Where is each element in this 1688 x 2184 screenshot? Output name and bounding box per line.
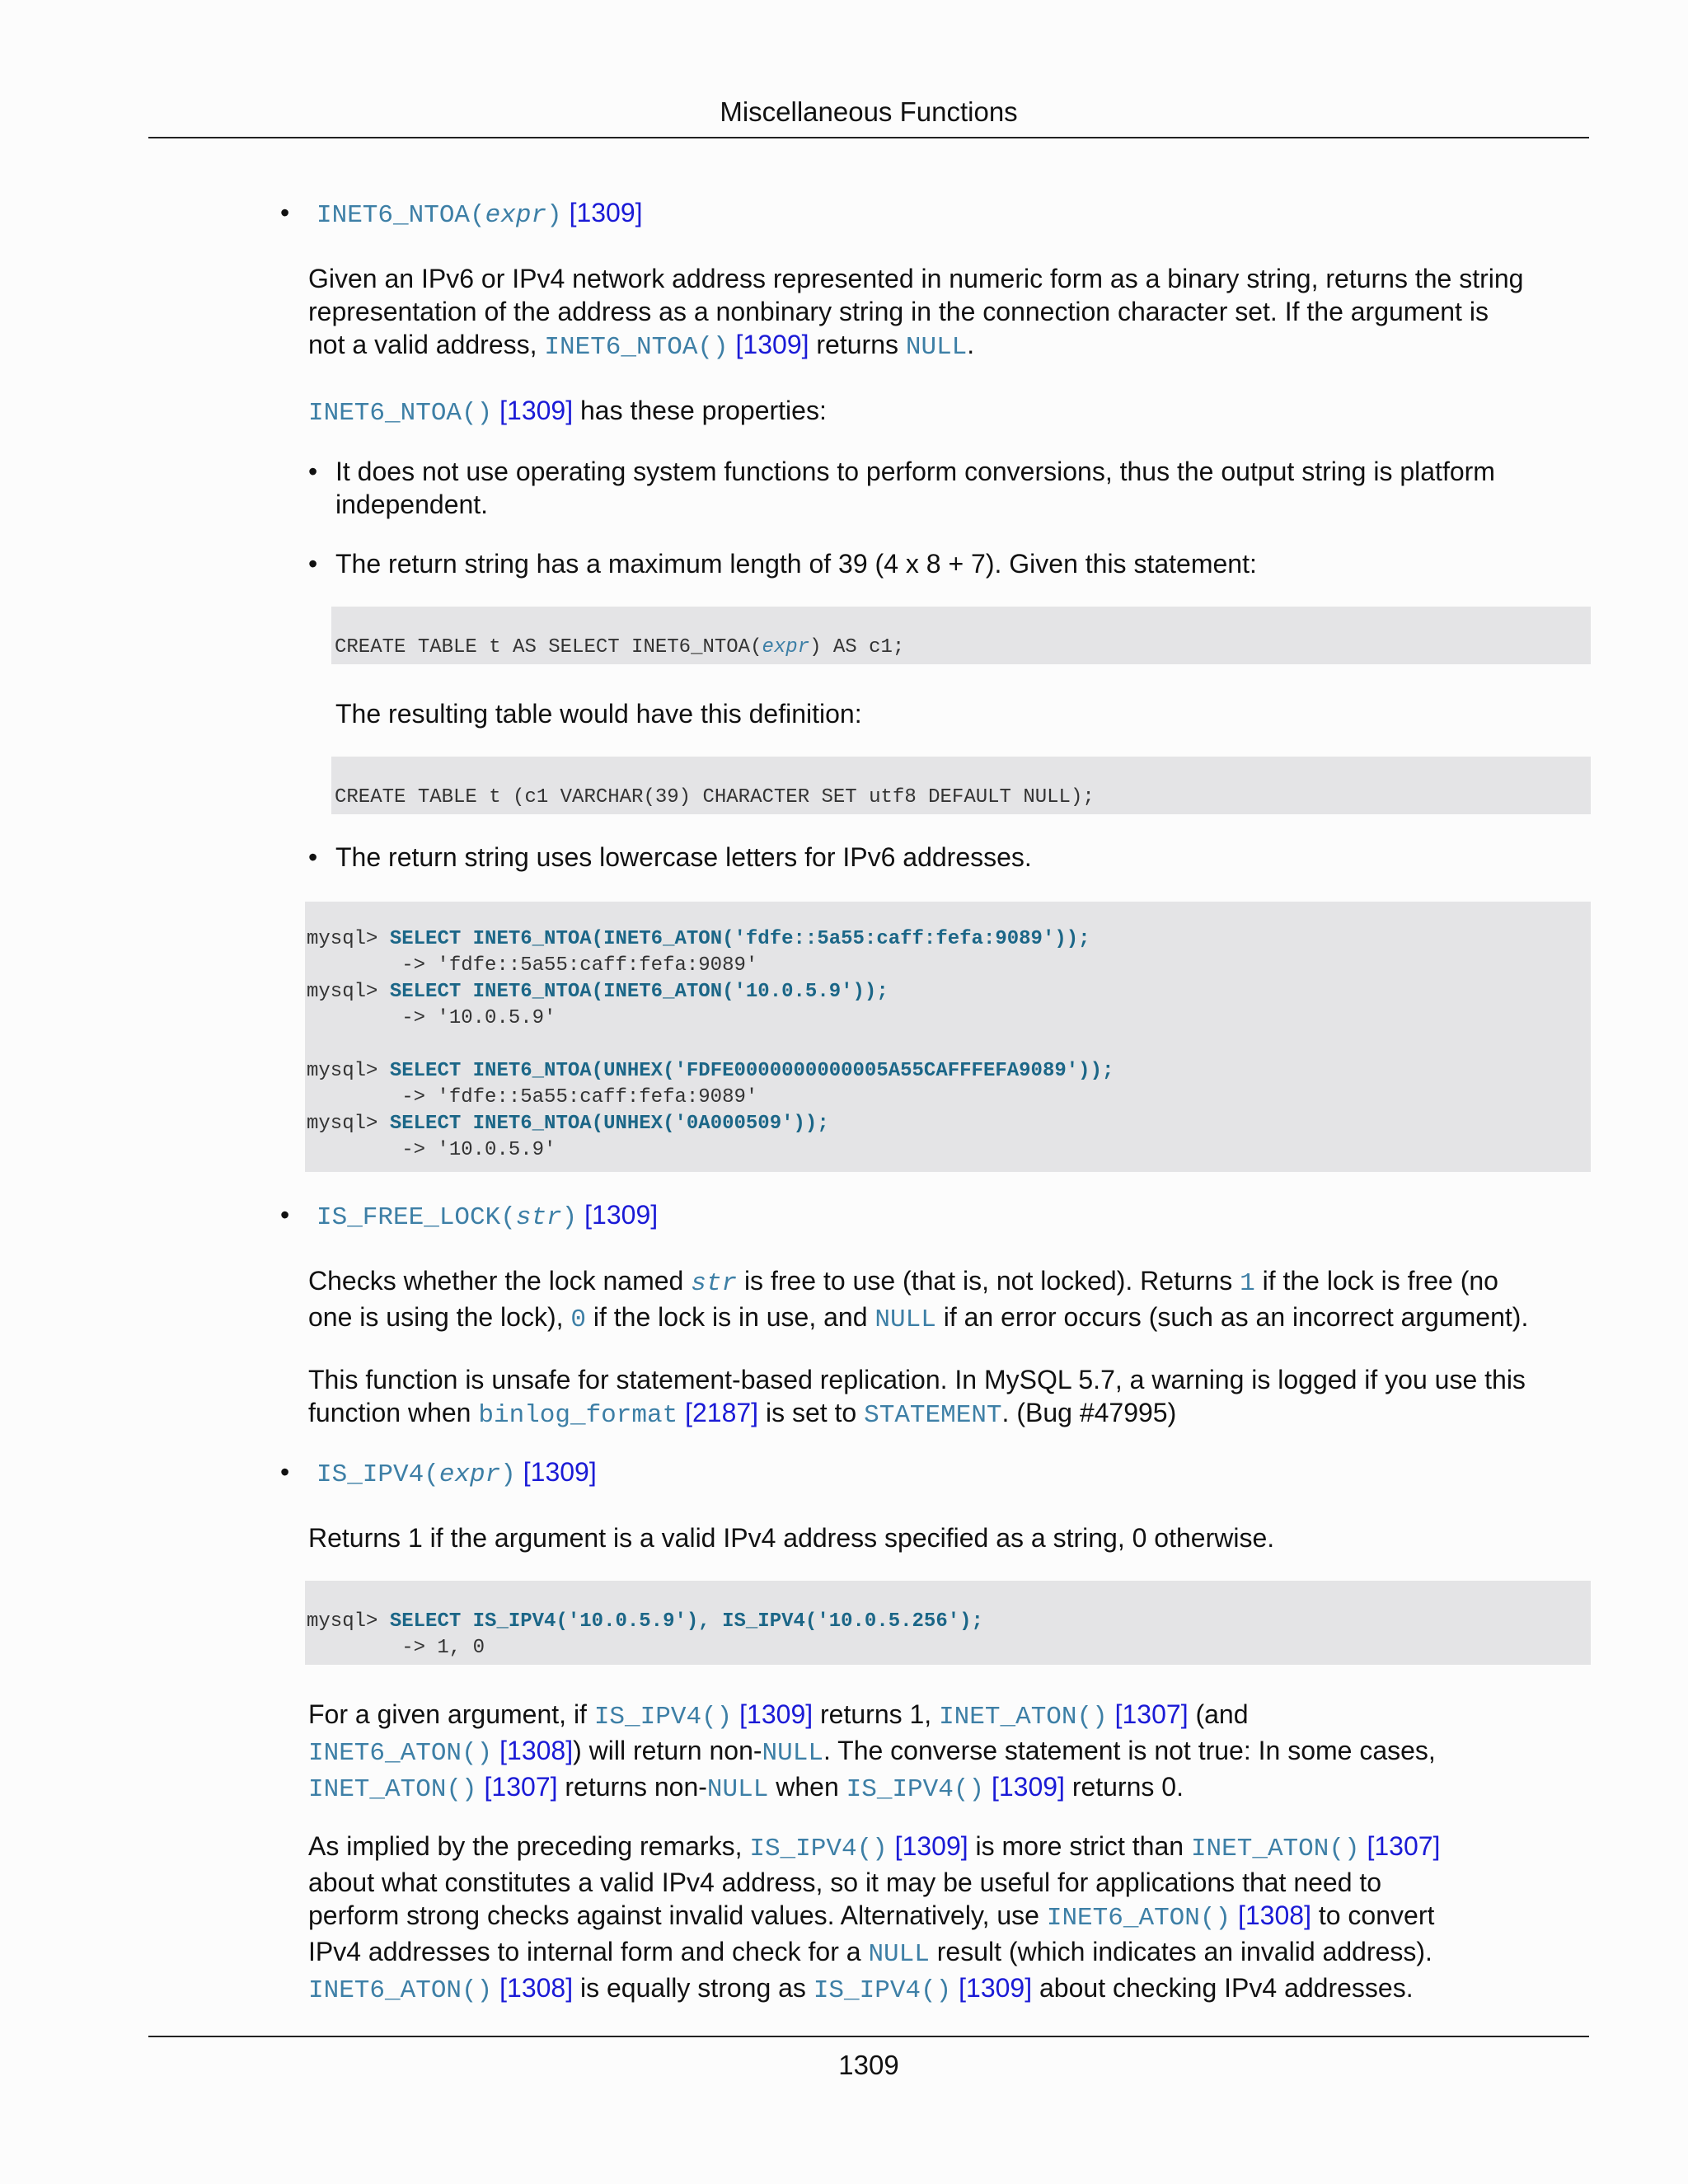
example-line: mysql> SELECT INET6_NTOA(INET6_ATON('fdfe::5a55:caff:fefa:9089'));	[307, 928, 1090, 950]
page-number: 1309	[838, 2050, 899, 2080]
bullet-inet6-ntoa: •	[280, 198, 290, 227]
example-result: -> 'fdfe::5a55:caff:fefa:9089'	[307, 954, 758, 977]
is-ipv4-paragraph-1: For a given argument, if IS_IPV4() [1309] returns 1, INET_ATON() [1307] (and INET6_ATON() [1308]) will return non-NULL. The converse statement is not true: In some cases, INET_ATON() [1307] returns non-NULL when IS_IPV4() [1309] returns 0.	[308, 1699, 1436, 1804]
example-line: mysql> SELECT INET6_NTOA(UNHEX('0A000509'));	[307, 1113, 829, 1135]
example-result: -> '10.0.5.9'	[307, 1007, 556, 1029]
code-block-inet6-ntoa-examples	[305, 902, 1591, 1172]
is-ipv4-paragraph-2: As implied by the preceding remarks, IS_IPV4() [1309] is more strict than INET_ATON() [1307] about what constitutes a valid IPv4 address, so it may be useful for applications that need to perform strong checks against invalid values. Alternatively, use INET6_ATON() [1308] to convert IPv4 addresses to internal form and check for a NULL result (which indicates an invalid address). INET6_ATON() [1308] is equally strong as IS_IPV4() [1309] about checking IPv4 addresses.	[308, 1831, 1441, 2005]
page-ref-link[interactable]: [2187]	[685, 1398, 759, 1427]
bullet-is-free-lock: •	[280, 1200, 290, 1230]
inet6-ntoa-properties-intro: INET6_NTOA() [1309] has these properties:	[308, 396, 827, 428]
page-ref-link[interactable]: [1309]	[735, 330, 809, 359]
page-ref-link[interactable]: [1309]	[499, 396, 574, 425]
page-ref-link[interactable]: [1309]	[523, 1457, 597, 1487]
code-block-create-table-definition: CREATE TABLE t (c1 VARCHAR(39) CHARACTER SET utf8 DEFAULT NULL);	[331, 757, 1591, 814]
function-name-inet6-ntoa[interactable]: INET6_NTOA(expr)	[316, 201, 562, 230]
entry-is-ipv4	[316, 1455, 597, 1492]
example-line: mysql> SELECT INET6_NTOA(INET6_ATON('10.0.5.9'));	[307, 981, 889, 1003]
property-1: It does not use operating system functions to perform conversions, thus the output string is platform independent.	[335, 457, 1495, 519]
bullet-is-ipv4: •	[280, 1457, 290, 1487]
entry-inet6-ntoa	[316, 196, 643, 232]
example-result: -> '10.0.5.9'	[307, 1139, 556, 1161]
running-header: Miscellaneous Functions	[720, 96, 1018, 127]
entry-is-free-lock	[316, 1198, 658, 1235]
inet6-ntoa-description: Given an IPv6 or IPv4 network address represented in numeric form as a binary string, returns the string representation of the address as a nonbinary string in the connection character set. If the argument is not a valid address, INET6_NTOA() [1309] returns NULL.	[308, 264, 1524, 362]
property-2: The return string has a maximum length of 39 (4 x 8 + 7). Given this statement:	[335, 549, 1257, 579]
page-ref-link[interactable]: [1309]	[584, 1200, 659, 1230]
page-ref-link[interactable]: [1309]	[569, 198, 643, 227]
example-result: -> 'fdfe::5a55:caff:fefa:9089'	[307, 1086, 758, 1108]
code-block-is-ipv4-example: mysql> SELECT IS_IPV4('10.0.5.9'), IS_IPV4('10.0.5.256'); -> 1, 0	[305, 1581, 1591, 1665]
variable-link[interactable]: binlog_format	[478, 1401, 678, 1430]
property-3: The return string uses lowercase letters for IPv6 addresses.	[335, 842, 1032, 872]
sub-bullet: •	[308, 457, 318, 486]
function-name-is-ipv4[interactable]: IS_IPV4(expr)	[316, 1460, 516, 1489]
footer-rule	[148, 2036, 1589, 2037]
example-line: mysql> SELECT INET6_NTOA(UNHEX('FDFE0000000000005A55CAFFFEFA9089'));	[307, 1060, 1114, 1082]
fn-link[interactable]: INET6_NTOA()	[308, 399, 493, 428]
sub-bullet: •	[308, 842, 318, 872]
fn-link[interactable]: INET6_NTOA()	[544, 333, 729, 362]
sub-bullet: •	[308, 549, 318, 579]
code-block-create-table-select: CREATE TABLE t AS SELECT INET6_NTOA(expr) AS c1;	[331, 607, 1591, 664]
is-free-lock-description: Checks whether the lock named str is free to use (that is, not locked). Returns 1 if the lock is free (no one is using the lock), 0 if the lock is in use, and NULL if an error occurs (such as an incorrect argument).	[308, 1266, 1529, 1334]
is-ipv4-description: Returns 1 if the argument is a valid IPv4 address specified as a string, 0 otherwise.	[308, 1523, 1275, 1553]
header-rule	[148, 137, 1589, 138]
resulting-text: The resulting table would have this definition:	[335, 699, 862, 729]
is-free-lock-replication-note: This function is unsafe for statement-based replication. In MySQL 5.7, a warning is logged if you use this function when binlog_format [2187] is set to STATEMENT. (Bug #47995)	[308, 1365, 1526, 1430]
function-name-is-free-lock[interactable]: IS_FREE_LOCK(str)	[316, 1203, 578, 1232]
